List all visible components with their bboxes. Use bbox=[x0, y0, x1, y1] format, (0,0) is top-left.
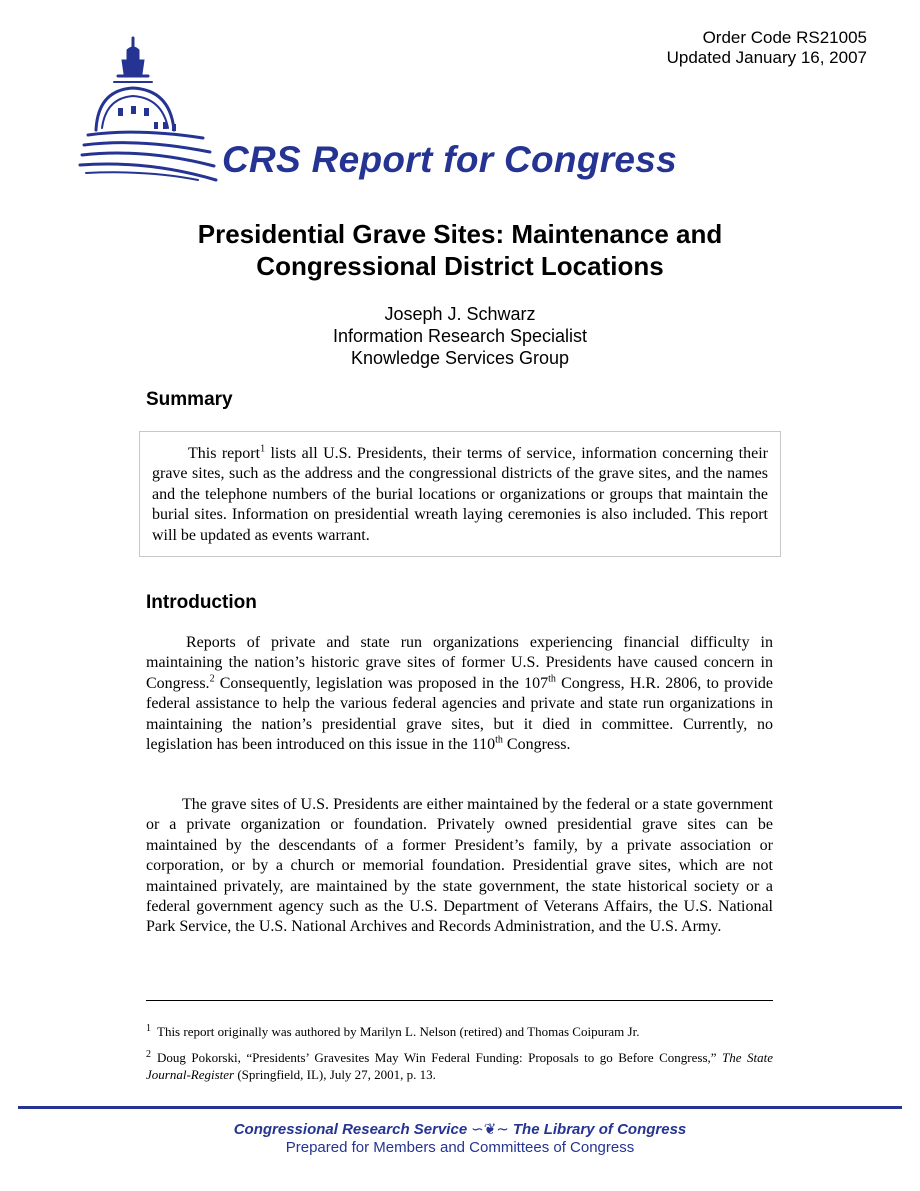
intro-text-part: Consequently, legislation was proposed in the 107 bbox=[214, 674, 549, 692]
order-code-block bbox=[667, 28, 867, 68]
intro-text-part: Congress, H.R. 2806, to provide federal assistance to help the various federal agencies and private and state run organizations in maintaining the nation’s presidential grave sites, but it died in committee. Currently, no legislation has been introduced on this issue in the 110 bbox=[146, 674, 773, 754]
updated-date: Updated January 16, 2007 bbox=[666, 48, 867, 67]
footer-crs: Congressional Research Service bbox=[233, 1121, 468, 1138]
footnote-text: This report originally was authored by Marilyn L. Nelson (retired) and Thomas Coipuram Jr. bbox=[157, 1024, 640, 1039]
order-code: Order Code RS21005 bbox=[702, 28, 867, 47]
masthead-title: CRS Report for Congress bbox=[222, 139, 678, 180]
footer-prepared-for: Prepared for Members and Committees of Congress bbox=[285, 1139, 635, 1156]
summary-box bbox=[139, 431, 781, 557]
footer-publisher bbox=[0, 1120, 920, 1138]
report-title-line-2: Congressional District Locations bbox=[256, 251, 664, 281]
footnote-mark: 1 bbox=[146, 1022, 151, 1034]
footnote-text: Doug Pokorski, “Presidents’ Gravesites May Win Federal Funding: Proposals to go Before Congress,” bbox=[157, 1050, 723, 1065]
intro-paragraph-1 bbox=[146, 633, 773, 755]
summary-text-part: This report bbox=[188, 445, 261, 462]
footnote-mark: 2 bbox=[146, 1048, 151, 1060]
footnote-divider bbox=[146, 1000, 773, 1001]
ordinal-suffix: th bbox=[495, 734, 503, 746]
report-title-line-1: Presidential Grave Sites: Maintenance and bbox=[197, 219, 723, 249]
author-name: Joseph J. Schwarz bbox=[384, 304, 536, 324]
scroll-ornament-icon: ∽❦∼ bbox=[471, 1121, 509, 1138]
introduction-heading: Introduction bbox=[146, 592, 257, 613]
footnote-2 bbox=[146, 1049, 773, 1083]
footer-rule bbox=[18, 1106, 902, 1109]
summary-heading: Summary bbox=[146, 389, 233, 410]
summary-text bbox=[152, 444, 768, 546]
footnote-ref-1[interactable]: 1 bbox=[260, 443, 266, 455]
intro-text-part: Reports of private and state run organizations experiencing financial difficulty in maintaining the nation’s historic grave sites of former U.S. Presidents have caused concern in Congress. bbox=[146, 634, 773, 692]
intro-text-part: Congress. bbox=[502, 736, 571, 754]
capitol-dome-icon bbox=[78, 30, 223, 185]
footnote-text: (Springfield, IL), July 27, 2001, p. 13. bbox=[234, 1067, 436, 1082]
author-group: Knowledge Services Group bbox=[350, 348, 570, 368]
ordinal-suffix: th bbox=[548, 673, 556, 685]
footer-library: The Library of Congress bbox=[512, 1121, 687, 1138]
footnote-publication: The State Journal-Register bbox=[146, 1050, 773, 1082]
author-block bbox=[0, 303, 920, 369]
footnote-1 bbox=[146, 1023, 773, 1040]
summary-text-part: lists all U.S. Presidents, their terms of service, information concerning their grave sites, such as the address and the congressional districts of the grave sites, and the names and the telephone numbers of the burial locations or organizations or groups that maintain the burial sites. Information on presidential wreath laying ceremonies is also included. This report will be updated as events warrant. bbox=[152, 445, 768, 544]
author-position: Information Research Specialist bbox=[332, 326, 588, 346]
footnote-ref-2[interactable]: 2 bbox=[209, 673, 215, 685]
intro-paragraph-2: The grave sites of U.S. Presidents are either maintained by the federal or a state government or a private organization or foundation. Privately owned presidential grave sites can be maintained by the descendants of a former President’s family, by a private association or corporation, or by a church or memorial foundation. Presidential grave sites, which are not maintained privately, are maintained by the state government, the state historical society or a federal government agency such as the U.S. Department of Veterans Affairs, the U.S. National Park Service, the U.S. National Archives and Records Administration, and the U.S. Army. bbox=[146, 796, 773, 936]
report-title bbox=[0, 218, 920, 282]
